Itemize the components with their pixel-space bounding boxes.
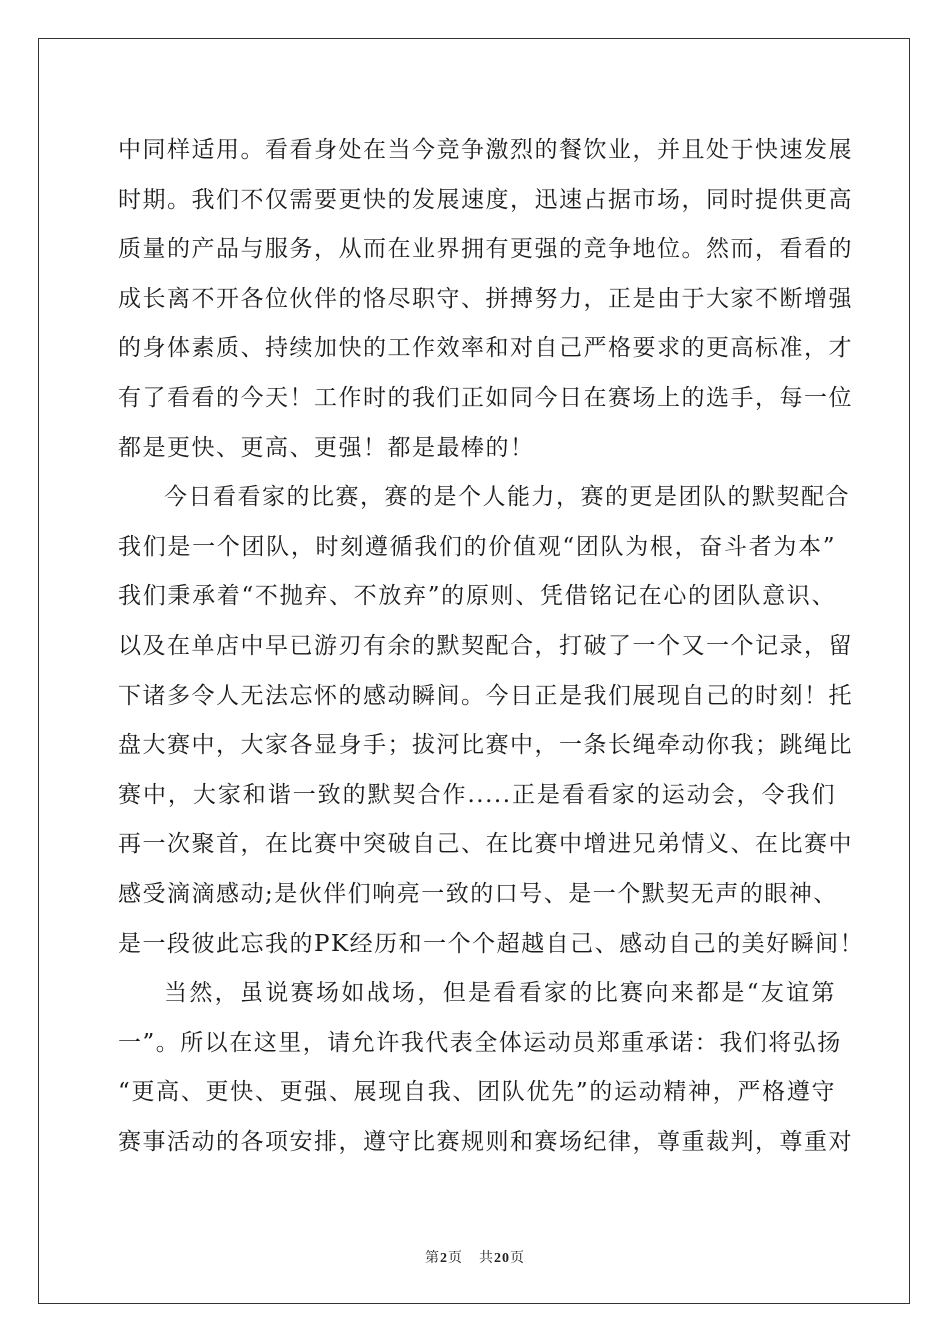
text-line: 的身体素质、持续加快的工作效率和对自己严格要求的更高标准，才 [118, 335, 853, 362]
text-line: 质量的产品与服务，从而在业界拥有更强的竞争地位。然而，看看的 [118, 236, 853, 263]
paragraph-first-line: 当然，虽说赛场如战场，但是看看家的比赛向来都是“友谊第 [164, 980, 836, 1007]
total-prefix: 共 [479, 1251, 494, 1266]
total-pages-number: 20 [494, 1251, 510, 1266]
text-line: 我们秉承着“不抛弃、不放弃”的原则、凭借铭记在心的团队意识、 [118, 583, 836, 610]
page-suffix: 页 [448, 1251, 463, 1266]
text-line: 时期。我们不仅需要更快的发展速度，迅速占据市场，同时提供更高 [118, 186, 853, 213]
text-line: 中同样适用。看看身处在当今竞争激烈的餐饮业，并且处于快速发展 [118, 137, 853, 163]
text-line: 感受滴滴感动;是伙伴们响亮一致的口号、是一个默契无声的眼神、 [118, 880, 838, 907]
text-line: “更高、更快、更强、展现自我、团队优先”的运动精神，严格遵守 [118, 1079, 836, 1106]
text-line: 以及在单店中早已游刃有余的默契配合，打破了一个又一个记录，留 [118, 632, 853, 659]
total-suffix: 页 [510, 1251, 525, 1266]
paragraph-first-line: 今日看看家的比赛，赛的是个人能力，赛的更是团队的默契配合 [164, 484, 850, 511]
text-line: 再一次聚首，在比赛中突破自己、在比赛中增进兄弟情义、在比赛中 [118, 831, 853, 858]
text-line: 一”。所以在这里，请允许我代表全体运动员郑重承诺：我们将弘扬 [118, 1029, 842, 1056]
page-footer [0, 1247, 950, 1267]
text-line: 是一段彼此忘我的PK经历和一个个超越自己、感动自己的美好瞬间！ [118, 930, 865, 957]
text-line: 成长离不开各位伙伴的恪尽职守、拼搏努力，正是由于大家不断增强 [118, 285, 853, 312]
text-line: 有了看看的今天！工作时的我们正如同今日在赛场上的选手，每一位 [118, 384, 853, 411]
text-line: 我们是一个团队，时刻遵循我们的价值观“团队为根，奋斗者为本” [118, 533, 836, 560]
page-prefix: 第 [425, 1251, 440, 1266]
text-line: 赛中，大家和谐一致的默契合作.....正是看看家的运动会，令我们 [118, 781, 836, 808]
text-line: 盘大赛中，大家各显身手；拔河比赛中，一条长绳牵动你我；跳绳比 [118, 732, 853, 759]
document-body [118, 126, 865, 1167]
text-line: 赛事活动的各项安排，遵守比赛规则和赛场纪律，尊重裁判，尊重对 [118, 1128, 853, 1155]
current-page-number: 2 [440, 1251, 448, 1266]
text-line: 下诸多令人无法忘怀的感动瞬间。今日正是我们展现自己的时刻！托 [118, 682, 853, 709]
text-line: 都是更快、更高、更强！都是最棒的！ [118, 434, 535, 461]
